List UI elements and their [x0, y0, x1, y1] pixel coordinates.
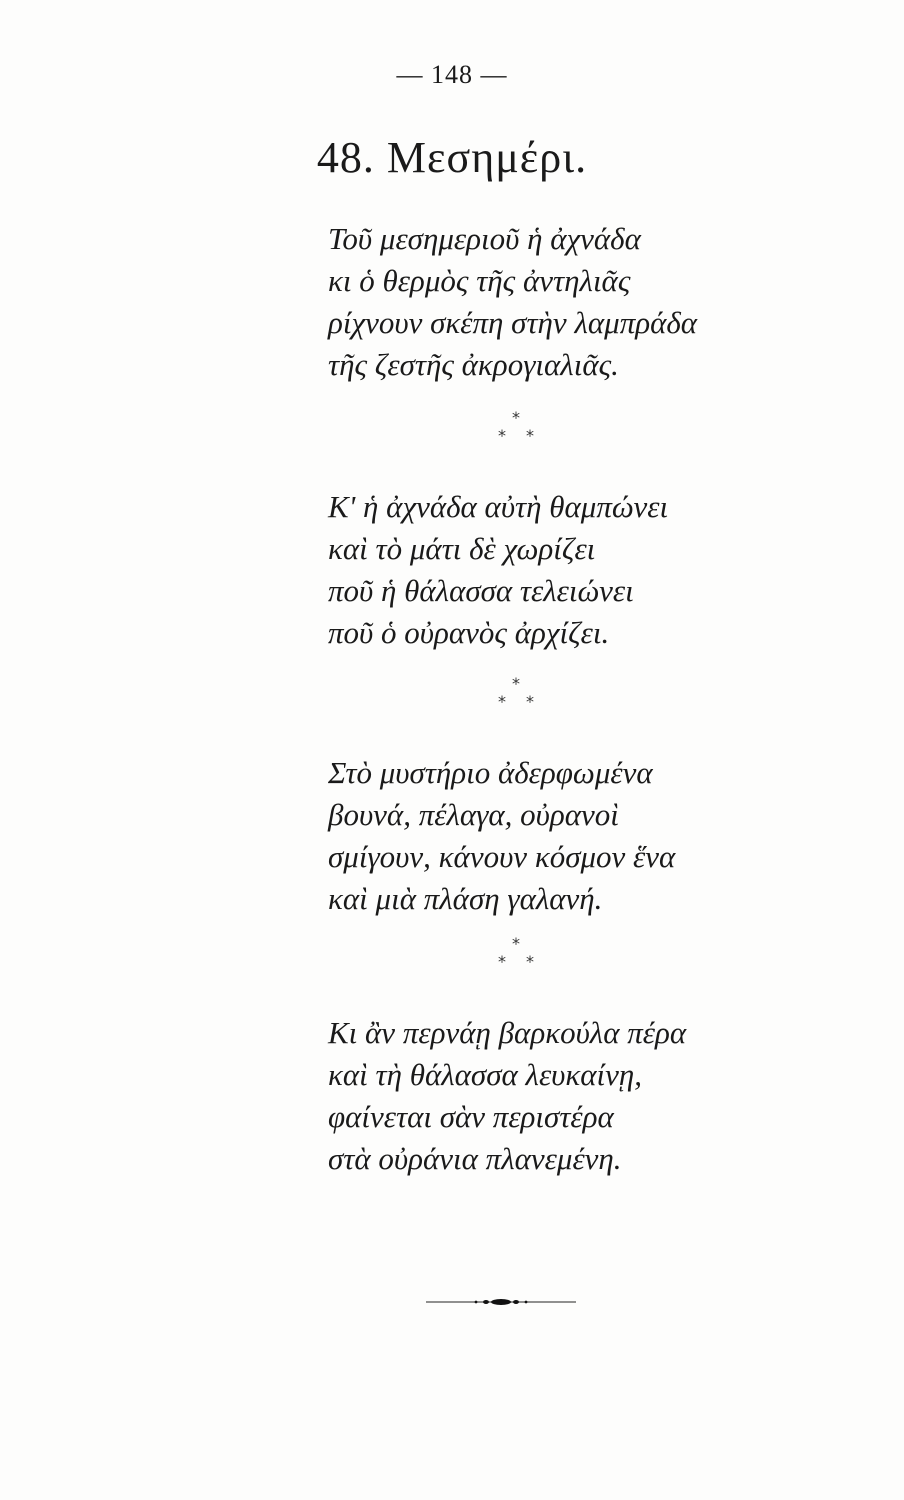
- verse-line: Κ' ἡ ἀχνάδα αὐτὴ θαμπώνει: [328, 489, 669, 524]
- stanza-3: [328, 752, 675, 920]
- asterism-separator: [490, 934, 550, 974]
- asterisk-icon: *: [526, 426, 534, 445]
- verse-line: Τοῦ μεσημεριοῦ ἡ ἀχνάδα: [328, 221, 641, 256]
- asterisk-icon: *: [526, 692, 534, 711]
- verse-line: βουνά, πέλαγα, οὐρανοὶ: [328, 797, 619, 832]
- verse-line: κι ὁ θερμὸς τῆς ἀντηλιᾶς: [328, 263, 631, 298]
- verse-line: στὰ οὐράνια πλανεμένη.: [328, 1141, 622, 1176]
- verse-line: ποῦ ὁ οὐρανὸς ἀρχίζει.: [328, 615, 610, 650]
- asterisk-icon: *: [512, 408, 520, 427]
- verse-line: ρίχνουν σκέπη στὴν λαμπράδα: [328, 305, 698, 340]
- asterisk-icon: *: [512, 934, 520, 953]
- asterisk-icon: *: [526, 952, 534, 971]
- asterisk-icon: *: [498, 426, 506, 445]
- verse-line: καὶ μιὰ πλάση γαλανή.: [328, 881, 603, 916]
- verse-line: σμίγουν, κάνουν κόσμον ἕνα: [328, 839, 676, 874]
- page-number: — 148 —: [396, 60, 508, 89]
- asterisk-icon: *: [498, 692, 506, 711]
- verse-line: Κι ἂν περνάῃ βαρκούλα πέρα: [328, 1015, 687, 1050]
- end-ornament-icon: [426, 1296, 576, 1308]
- verse-line: φαίνεται σὰν περιστέρα: [328, 1099, 614, 1134]
- stanza-1: [328, 218, 697, 386]
- verse-line: ποῦ ἡ θάλασσα τελειώνει: [328, 573, 634, 608]
- verse-line: καὶ τὴ θάλασσα λευκαίνῃ,: [328, 1057, 643, 1092]
- asterisk-icon: *: [512, 674, 520, 693]
- poem-title: 48. Μεσημέρι.: [316, 133, 588, 182]
- asterism-separator: [490, 408, 550, 448]
- verse-line: Στὸ μυστήριο ἀδερφωμένα: [328, 755, 653, 790]
- verse-line: τῆς ζεστῆς ἀκρογιαλιᾶς.: [328, 347, 619, 382]
- asterism-separator: [490, 674, 550, 714]
- stanza-4: [328, 1012, 686, 1180]
- verse-line: καὶ τὸ μάτι δὲ χωρίζει: [328, 531, 596, 566]
- stanza-2: [328, 486, 668, 654]
- asterisk-icon: *: [498, 952, 506, 971]
